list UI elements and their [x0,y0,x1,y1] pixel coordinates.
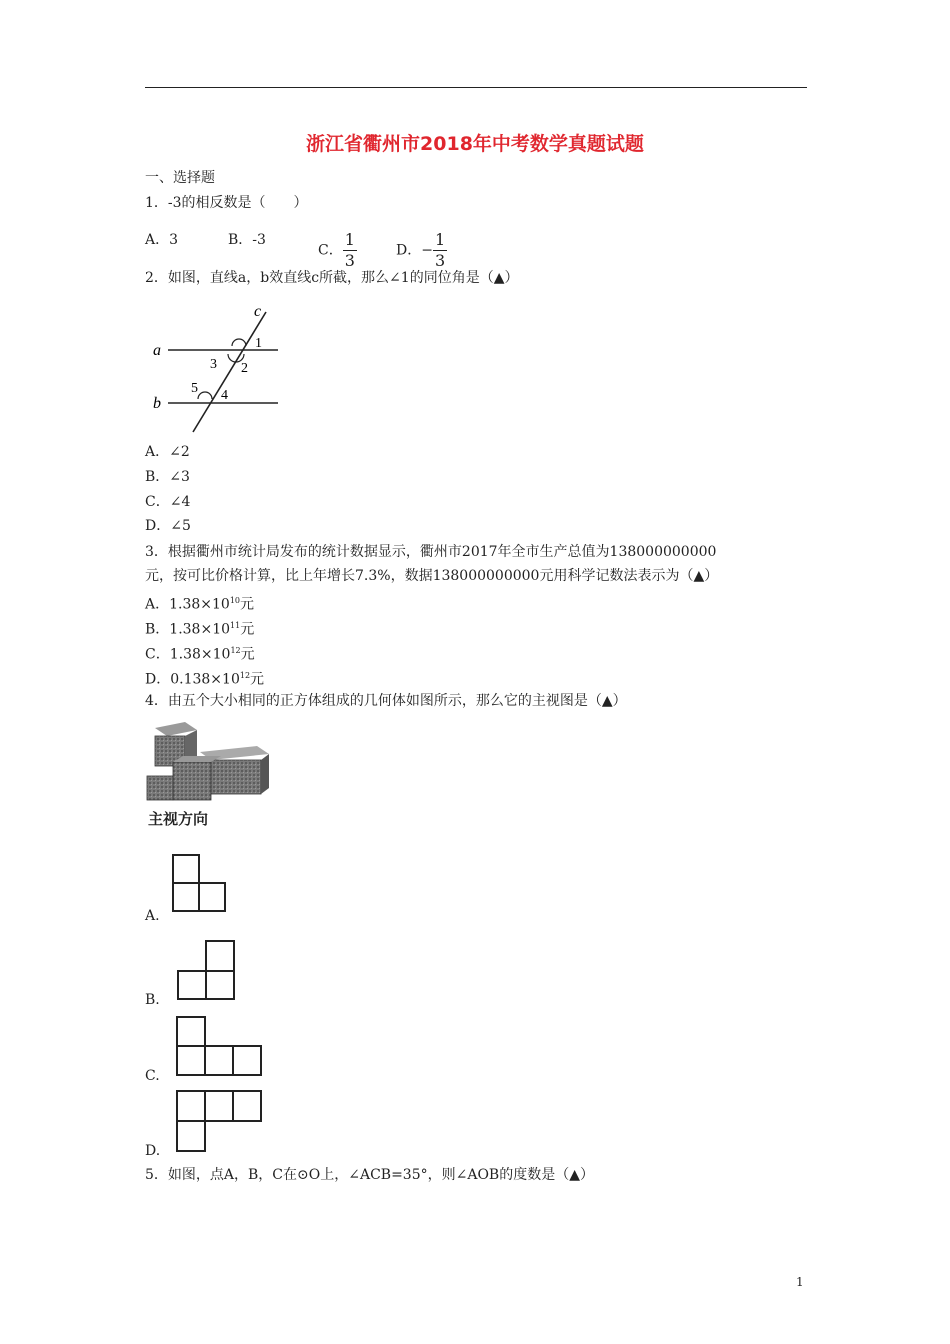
q1-option-c-prefix: C． [318,242,343,259]
q2-label-b: b [153,395,161,412]
q2-option-a: A．∠2 [145,444,190,460]
q1-option-d-numerator: 1 [434,230,446,249]
q2-option-d: D．∠5 [145,518,191,534]
q3-option-b [145,616,254,640]
q4-option-d-label: D. [145,1143,161,1159]
q2-option-b: B．∠3 [145,469,190,485]
q2-label-a: a [153,342,161,359]
q3-option-a [145,591,254,615]
q3-option-b-prefix: B．1.38×10 [145,621,231,638]
q3-option-c-unit: 元 [240,646,255,663]
q1-option-d-prefix: D．− [396,242,433,259]
q4-stem: 4．由五个大小相同的正方体组成的几何体如图所示，那么它的主视图是（▲） [145,693,627,709]
page-title: 浙江省衢州市2018年中考数学真题试题 [306,133,644,155]
q3-option-a-unit: 元 [240,596,255,613]
q4-option-b-figure [172,938,240,1004]
q2-angle-4: 4 [221,388,228,403]
q3-option-c-exponent: 12 [230,646,241,655]
section-heading: 一、选择题 [145,170,215,186]
q1-option-a: A．3 [145,232,179,248]
q3-option-c-prefix: C．1.38×10 [145,646,231,663]
q2-angle-5: 5 [191,381,198,396]
q2-angle-1: 1 [255,336,262,351]
q1-option-d [396,230,447,271]
q5-stem: 5．如图，点A，B，C在⊙O上，∠ACB=35°，则∠AOB的度数是（▲） [145,1167,594,1183]
q1-option-d-denominator: 3 [434,251,446,270]
q3-option-d-prefix: D．0.138×10 [145,671,240,688]
q3-stem-line1: 3．根据衢州市统计局发布的统计数据显示，衢州市2017年全市生产总值为138000000000 [145,544,717,560]
q4-option-b-label: B. [145,992,160,1008]
q4-view-direction-caption: 主视方向 [148,810,209,828]
q4-option-a-label: A. [145,908,160,924]
q4-option-d-figure [170,1087,266,1155]
q3-option-d [145,666,264,690]
q2-figure [148,300,288,435]
q4-option-a-figure [168,852,230,916]
q4-option-c-figure [170,1014,266,1080]
q3-option-a-exponent: 10 [229,596,241,605]
q2-angle-3: 3 [210,357,217,372]
page-number: 1 [796,1275,804,1289]
q1-option-d-fraction [433,230,447,271]
q1-option-c-numerator: 1 [344,230,355,249]
q1-option-b: B．-3 [228,232,266,248]
q3-option-a-prefix: A．1.38×10 [145,596,230,613]
q2-label-c: c [254,303,262,320]
q3-option-d-exponent: 12 [239,671,251,680]
q3-option-b-exponent: 11 [230,621,241,630]
q1-option-c-denominator: 3 [344,251,355,270]
q2-option-c: C．∠4 [145,494,191,510]
q2-stem: 2．如图，直线a，b效直线c所截，那么∠1的同位角是（▲） [145,270,519,286]
q1-option-c-fraction [343,230,357,271]
q1-stem: 1．-3的相反数是（ ） [145,195,308,211]
q3-option-b-unit: 元 [240,621,255,638]
q4-solid-figure [145,718,275,830]
q2-angle-2: 2 [241,361,248,376]
q3-stem-line2: 元，按可比价格计算，比上年增长7.3%，数据138000000000元用科学记数法表示为（▲） [145,568,719,584]
q3-option-d-unit: 元 [250,671,265,688]
q1-option-c [318,230,357,271]
q3-option-c [145,641,255,665]
header-rule [145,87,807,88]
q4-option-c-label: C. [145,1068,160,1084]
